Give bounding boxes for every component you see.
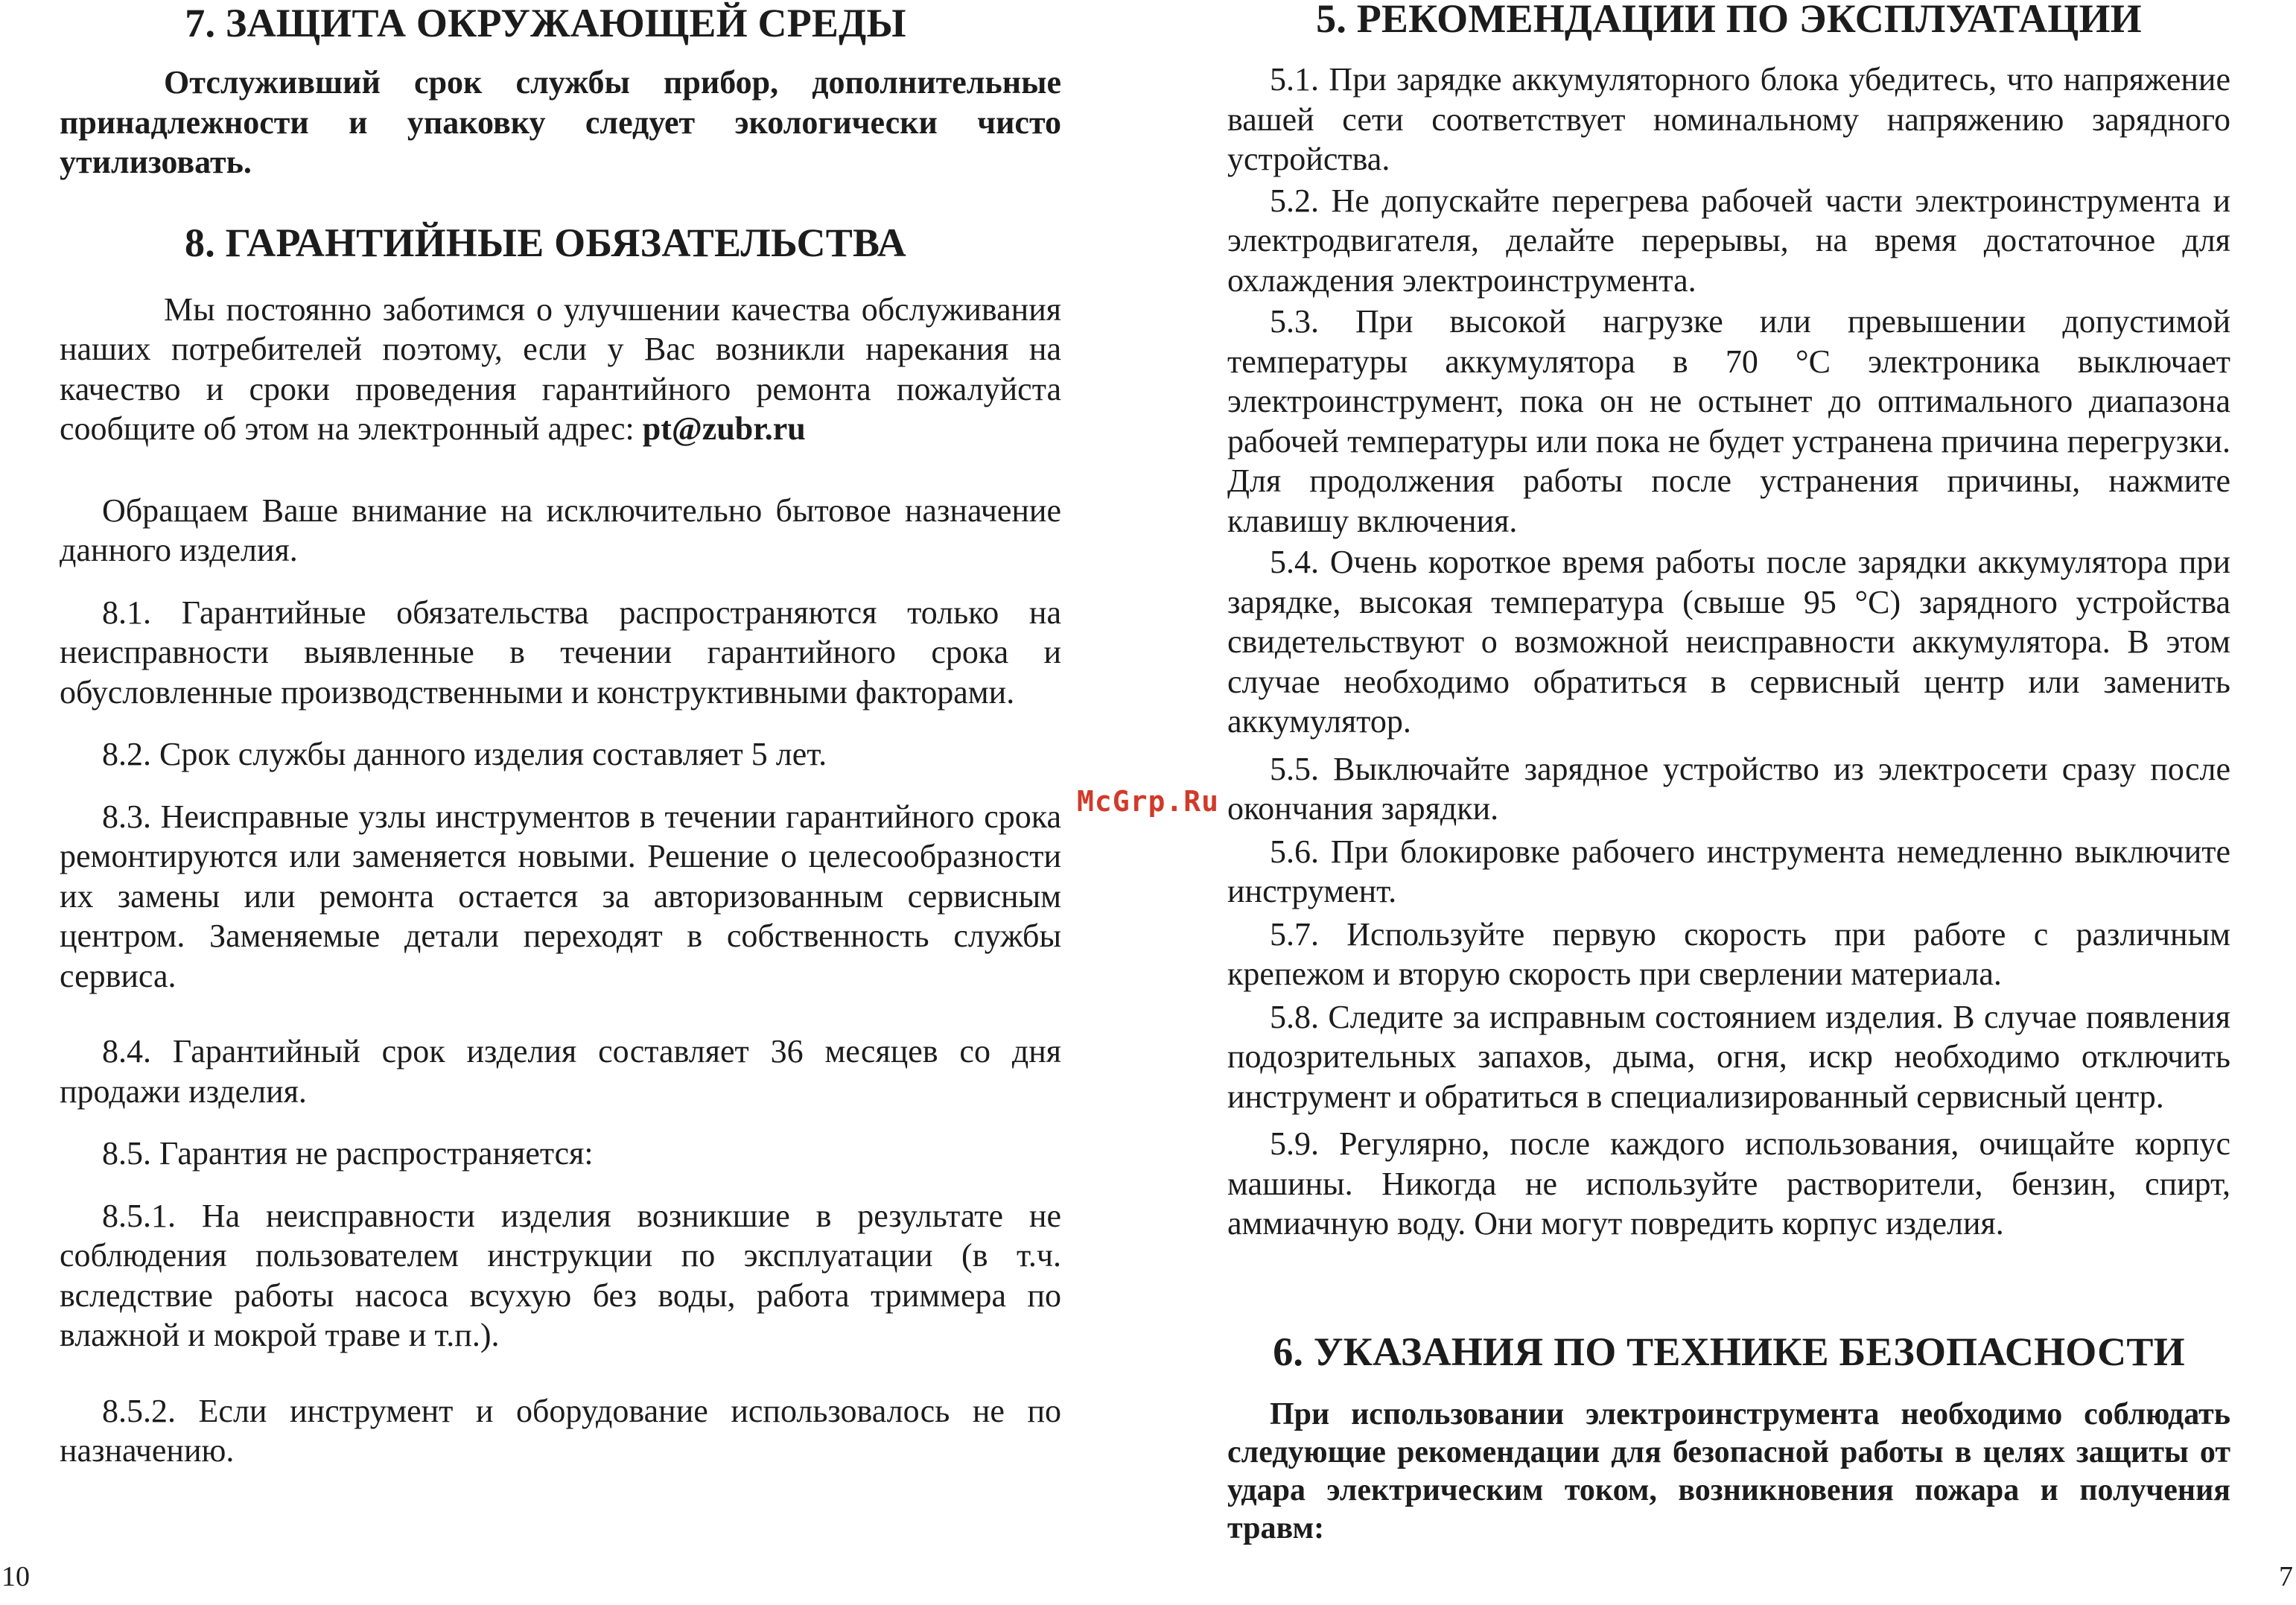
- section-7-title: 7. ЗАЩИТА ОКРУЖАЮЩЕЙ СРЕДЫ: [185, 1, 906, 45]
- section-8-note: Обращаем Ваше внимание на исключительно бытовое назначение данного изделия.: [60, 492, 1061, 568]
- section-8-intro: [60, 290, 1061, 449]
- section-8-intro-text: Мы постоянно заботимся о улучшении качества обслуживания наших потребителей поэтому, если у Вас возникли нарекания на качество и сроки проведения гарантийного ремонта пожалуйста сообщите об этом на электронный адрес:: [60, 290, 1061, 447]
- paragraph-8-3: 8.3. Неисправные узлы инструментов в течении гарантийного срока ремонтируются или заменяется новыми. Решение о целесообразности их замены или ремонта остается за авторизованным сервисным центром. Заменяемые детали переходят в собственность службы сервиса.: [60, 798, 1061, 994]
- paragraph-8-1: 8.1. Гарантийные обязательства распространяются только на неисправности выявленные в течении гарантийного срока и обусловленные производственными и конструктивными факторами.: [60, 594, 1061, 711]
- paragraph-5-8: 5.8. Следите за исправным состоянием изделия. В случае появления подозрительных запахов, дыма, огня, искр необходимо отключить инструмент и обратиться в специализированный сервисный центр.: [1227, 998, 2230, 1115]
- paragraph-5-2: 5.2. Не допускайте перегрева рабочей части электроинструмента и электродвигателя, делайте перерывы, на время достаточное для охлаждения электроинструмента.: [1227, 182, 2230, 299]
- left-page: [60, 0, 1061, 1471]
- right-page: [1227, 0, 2230, 1548]
- section-8-title: 8. ГАРАНТИЙНЫЕ ОБЯЗАТЕЛЬСТВА: [185, 220, 906, 265]
- paragraph-8-2: 8.2. Срок службы данного изделия составляет 5 лет.: [102, 736, 827, 772]
- paragraph-5-4: 5.4. Очень короткое время работы после зарядки аккумулятора при зарядке, высокая температура (свыше 95 °С) зарядного устройства свидетельствуют о возможной неисправности аккумулятора. В этом случае необходимо обратиться в сервисный центр или заменить аккумулятор.: [1227, 544, 2230, 740]
- paragraph-8-5: 8.5. Гарантия не распространяется:: [102, 1135, 594, 1172]
- section-7-text: Отслуживший срок службы прибор, дополнительные принадлежности и упаковку следует экологически чисто утилизовать.: [60, 64, 1061, 180]
- paragraph-5-3: 5.3. При высокой нагрузке или превышении допустимой температуры аккумулятора в 70 °С электроника выключает электроинструмент, пока он не остынет до оптимального диапазона рабочей температуры или пока не будет устранена причина перегрузки. Для продолжения работы после устранения причины, нажмите клавишу включения.: [1227, 303, 2230, 539]
- section-6-intro: При использовании электроинструмента необходимо соблюдать следующие рекомендации для безопасной работы в целях защиты от удара электрическим током, возникновения пожара и получения травм:: [1227, 1396, 2230, 1545]
- paragraph-5-5: 5.5. Выключайте зарядное устройство из электросети сразу после окончания зарядки.: [1227, 750, 2230, 827]
- paragraph-5-6: 5.6. При блокировке рабочего инструмента немедленно выключите инструмент.: [1227, 833, 2230, 909]
- contact-email[interactable]: pt@zubr.ru: [642, 410, 806, 447]
- section-6-title: 6. УКАЗАНИЯ ПО ТЕХНИКЕ БЕЗОПАСНОСТИ: [1273, 1329, 2185, 1374]
- watermark-text: McGrp.Ru: [1077, 785, 1220, 818]
- paragraph-8-4: 8.4. Гарантийный срок изделия составляет 36 месяцев со дня продажи изделия.: [60, 1033, 1061, 1110]
- paragraph-8-5-2: 8.5.2. Если инструмент и оборудование использовалось не по назначению.: [60, 1392, 1061, 1469]
- paragraph-5-9: 5.9. Регулярно, после каждого использования, очищайте корпус машины. Никогда не используйте растворители, бензин, спирт, аммиачную воду. Они могут повредить корпус изделия.: [1227, 1125, 2230, 1242]
- paragraph-5-1: 5.1. При зарядке аккумуляторного блока убедитесь, что напряжение вашей сети соответствует номинальному напряжению зарядного устройства.: [1227, 61, 2230, 177]
- section-5-title: 5. РЕКОМЕНДАЦИИ ПО ЭКСПЛУАТАЦИИ: [1316, 0, 2142, 41]
- paragraph-5-7: 5.7. Используйте первую скорость при работе с различным крепежом и вторую скорость при сверлении материала.: [1227, 915, 2230, 992]
- paragraph-8-5-1: 8.5.1. На неисправности изделия возникшие в результате не соблюдения пользователем инструкции по эксплуатации (в т.ч. вследствие работы насоса всухую без воды, работа триммера по влажной и мокрой траве и т.п.).: [60, 1197, 1061, 1353]
- page-number-left: 10: [1, 1561, 30, 1592]
- page-number-right: 7: [2279, 1561, 2293, 1592]
